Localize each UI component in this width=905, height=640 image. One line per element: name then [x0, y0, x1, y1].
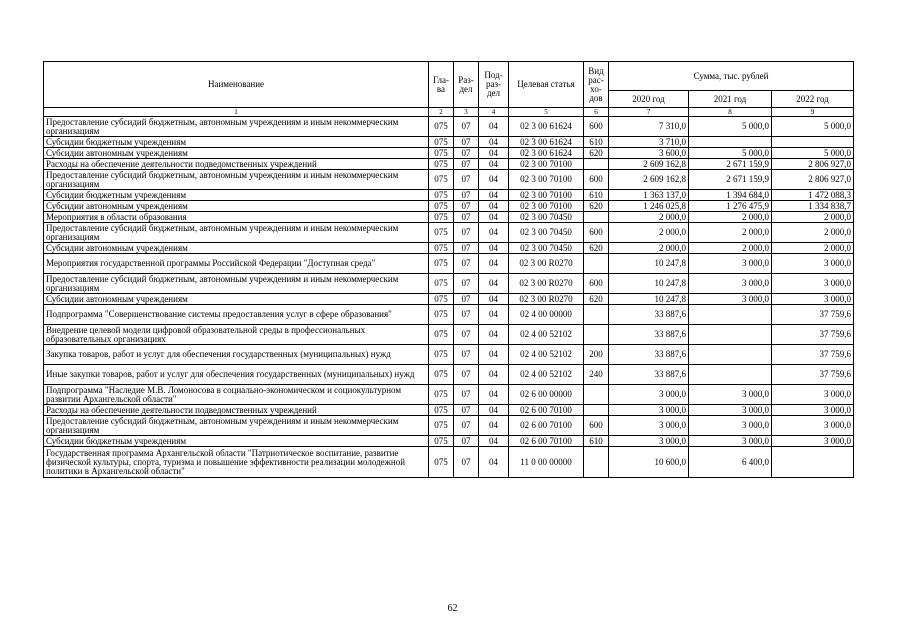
row-razdel: 07: [454, 447, 479, 478]
table-row: [44, 223, 854, 243]
row-sum-2021: 2 000,0: [689, 243, 772, 254]
row-sum-2021: 1 394 684,0: [689, 190, 772, 201]
row-sum-2020: 3 000,0: [609, 405, 689, 416]
row-sum-2021: 3 000,0: [689, 294, 772, 305]
row-podrazdel: 04: [479, 148, 509, 159]
column-number: 9: [772, 108, 854, 117]
row-sum-2022: 3 000,0: [772, 294, 854, 305]
header-name: Наименование: [44, 62, 429, 108]
row-sum-2020: 10 600,0: [609, 447, 689, 478]
row-razdel: 07: [454, 385, 479, 405]
row-podrazdel: 04: [479, 159, 509, 170]
row-razdel: 07: [454, 243, 479, 254]
row-vid-rashodov: 600: [584, 117, 609, 137]
budget-document: [43, 61, 853, 478]
row-sum-2022: 2 806 927,0: [772, 159, 854, 170]
row-podrazdel: 04: [479, 170, 509, 190]
row-glava: 075: [429, 159, 454, 170]
row-glava: 075: [429, 243, 454, 254]
row-celevaya-statya: 02 4 00 00000: [509, 305, 584, 325]
row-glava: 075: [429, 405, 454, 416]
row-vid-rashodov: 240: [584, 365, 609, 385]
table-row: [44, 148, 854, 159]
column-number: 8: [689, 108, 772, 117]
row-glava: 075: [429, 212, 454, 223]
row-sum-2021: [689, 365, 772, 385]
row-podrazdel: 04: [479, 254, 509, 274]
row-name: Подпрограмма "Наследие М.В. Ломоносова в социально-экономическом и социокультурном развитии Архангельской области": [44, 385, 429, 405]
row-celevaya-statya: 02 3 00 70100: [509, 170, 584, 190]
row-razdel: 07: [454, 365, 479, 385]
row-sum-2020: 10 247,8: [609, 274, 689, 294]
row-sum-2022: 3 000,0: [772, 274, 854, 294]
row-glava: 075: [429, 325, 454, 345]
row-sum-2020: 33 887,6: [609, 345, 689, 365]
row-podrazdel: 04: [479, 190, 509, 201]
row-vid-rashodov: 600: [584, 170, 609, 190]
row-razdel: 07: [454, 254, 479, 274]
row-vid-rashodov: [584, 385, 609, 405]
row-celevaya-statya: 02 6 00 70100: [509, 416, 584, 436]
row-name: Предоставление субсидий бюджетным, автономным учреждениям и иным некоммерческим организациям: [44, 170, 429, 190]
row-razdel: 07: [454, 212, 479, 223]
row-sum-2022: 3 000,0: [772, 385, 854, 405]
row-podrazdel: 04: [479, 212, 509, 223]
row-celevaya-statya: 02 3 00 R0270: [509, 254, 584, 274]
row-name: Закупка товаров, работ и услуг для обеспечения государственных (муниципальных) нужд: [44, 345, 429, 365]
row-vid-rashodov: [584, 305, 609, 325]
row-sum-2022: 1 472 088,3: [772, 190, 854, 201]
row-razdel: 07: [454, 294, 479, 305]
row-glava: 075: [429, 201, 454, 212]
row-celevaya-statya: 02 3 00 R0270: [509, 294, 584, 305]
row-sum-2022: 5 000,0: [772, 148, 854, 159]
row-celevaya-statya: 02 6 00 00000: [509, 385, 584, 405]
row-razdel: 07: [454, 137, 479, 148]
row-sum-2021: 5 000,0: [689, 148, 772, 159]
row-sum-2020: 3 000,0: [609, 416, 689, 436]
row-name: Расходы на обеспечение деятельности подведомственных учреждений: [44, 159, 429, 170]
page-number: 62: [447, 603, 458, 614]
row-name: Субсидии бюджетным учреждениям: [44, 137, 429, 148]
row-glava: 075: [429, 190, 454, 201]
table-row: [44, 243, 854, 254]
row-sum-2020: 3 710,0: [609, 137, 689, 148]
table-body: [44, 117, 854, 478]
row-sum-2020: 10 247,8: [609, 294, 689, 305]
row-sum-2020: 2 609 162,8: [609, 170, 689, 190]
row-vid-rashodov: 610: [584, 436, 609, 447]
row-sum-2021: 2 671 159,9: [689, 159, 772, 170]
row-podrazdel: 04: [479, 243, 509, 254]
row-podrazdel: 04: [479, 201, 509, 212]
row-sum-2022: 37 759,6: [772, 325, 854, 345]
row-celevaya-statya: 02 3 00 61624: [509, 117, 584, 137]
row-sum-2021: 5 000,0: [689, 117, 772, 137]
row-podrazdel: 04: [479, 274, 509, 294]
row-razdel: 07: [454, 148, 479, 159]
row-glava: 075: [429, 294, 454, 305]
row-vid-rashodov: [584, 325, 609, 345]
row-razdel: 07: [454, 190, 479, 201]
table-row: [44, 137, 854, 148]
table-row: [44, 201, 854, 212]
row-podrazdel: 04: [479, 294, 509, 305]
row-podrazdel: 04: [479, 325, 509, 345]
row-sum-2021: 3 000,0: [689, 436, 772, 447]
row-celevaya-statya: 02 3 00 70450: [509, 212, 584, 223]
row-sum-2021: 1 276 475,9: [689, 201, 772, 212]
row-sum-2021: 2 000,0: [689, 212, 772, 223]
table-row: [44, 294, 854, 305]
row-name: Предоставление субсидий бюджетным, автономным учреждениям и иным некоммерческим организациям: [44, 117, 429, 137]
row-glava: 075: [429, 254, 454, 274]
row-celevaya-statya: 02 3 00 R0270: [509, 274, 584, 294]
row-sum-2021: [689, 345, 772, 365]
row-celevaya-statya: 02 3 00 70450: [509, 243, 584, 254]
row-podrazdel: 04: [479, 345, 509, 365]
table-row: [44, 405, 854, 416]
header-year-2021: 2021 год: [689, 91, 772, 108]
row-podrazdel: 04: [479, 436, 509, 447]
row-razdel: 07: [454, 201, 479, 212]
row-sum-2020: 1 246 025,8: [609, 201, 689, 212]
table-row: [44, 159, 854, 170]
row-razdel: 07: [454, 325, 479, 345]
row-razdel: 07: [454, 305, 479, 325]
row-razdel: 07: [454, 159, 479, 170]
row-celevaya-statya: 02 6 00 70100: [509, 436, 584, 447]
row-sum-2022: 5 000,0: [772, 117, 854, 137]
table-header: [44, 62, 854, 117]
row-vid-rashodov: [584, 254, 609, 274]
header-summa: Сумма, тыс. рублей: [609, 62, 854, 91]
table-row: [44, 365, 854, 385]
row-glava: 075: [429, 345, 454, 365]
row-glava: 075: [429, 416, 454, 436]
row-celevaya-statya: 02 3 00 70100: [509, 159, 584, 170]
table-row: [44, 212, 854, 223]
row-glava: 075: [429, 137, 454, 148]
row-sum-2021: 3 000,0: [689, 385, 772, 405]
row-name: Субсидии бюджетным учреждениям: [44, 190, 429, 201]
row-razdel: 07: [454, 416, 479, 436]
row-podrazdel: 04: [479, 405, 509, 416]
row-vid-rashodov: 620: [584, 294, 609, 305]
row-sum-2022: 37 759,6: [772, 345, 854, 365]
row-sum-2022: 3 000,0: [772, 436, 854, 447]
row-sum-2021: 2 671 159,9: [689, 170, 772, 190]
row-celevaya-statya: 02 3 00 70450: [509, 223, 584, 243]
row-sum-2020: 33 887,6: [609, 305, 689, 325]
row-sum-2020: 2 000,0: [609, 212, 689, 223]
row-podrazdel: 04: [479, 223, 509, 243]
row-sum-2021: [689, 305, 772, 325]
row-name: Субсидии автономным учреждениям: [44, 148, 429, 159]
column-number: 6: [584, 108, 609, 117]
header-podrazdel: Под-раз-дел: [479, 62, 509, 108]
row-glava: 075: [429, 148, 454, 159]
row-celevaya-statya: 02 3 00 70100: [509, 190, 584, 201]
row-glava: 075: [429, 385, 454, 405]
row-podrazdel: 04: [479, 365, 509, 385]
row-sum-2022: 3 000,0: [772, 416, 854, 436]
row-sum-2020: 2 609 162,8: [609, 159, 689, 170]
row-name: Мероприятия государственной программы Российской Федерации "Доступная среда": [44, 254, 429, 274]
row-sum-2021: 3 000,0: [689, 405, 772, 416]
row-glava: 075: [429, 447, 454, 478]
row-podrazdel: 04: [479, 385, 509, 405]
row-podrazdel: 04: [479, 137, 509, 148]
header-vid-rashodov: Вид рас-хо-дов: [584, 62, 609, 108]
header-year-2022: 2022 год: [772, 91, 854, 108]
row-vid-rashodov: 610: [584, 190, 609, 201]
row-sum-2021: [689, 325, 772, 345]
row-glava: 075: [429, 274, 454, 294]
row-sum-2022: 3 000,0: [772, 405, 854, 416]
table-row: [44, 190, 854, 201]
row-celevaya-statya: 02 6 00 70100: [509, 405, 584, 416]
column-number: 5: [509, 108, 584, 117]
row-celevaya-statya: 02 4 00 52102: [509, 325, 584, 345]
row-name: Расходы на обеспечение деятельности подведомственных учреждений: [44, 405, 429, 416]
budget-table: [43, 61, 854, 478]
row-name: Подпрограмма "Совершенствование системы предоставления услуг в сфере образования": [44, 305, 429, 325]
row-sum-2020: 7 310,0: [609, 117, 689, 137]
table-row: [44, 416, 854, 436]
row-name: Иные закупки товаров, работ и услуг для обеспечения государственных (муниципальных) нужд: [44, 365, 429, 385]
row-name: Внедрение целевой модели цифровой образовательной среды в профессиональных образовательных организациях: [44, 325, 429, 345]
row-sum-2021: 3 000,0: [689, 254, 772, 274]
row-podrazdel: 04: [479, 447, 509, 478]
header-glava: Гла-ва: [429, 62, 454, 108]
row-vid-rashodov: 600: [584, 416, 609, 436]
row-vid-rashodov: 620: [584, 148, 609, 159]
table-row: [44, 345, 854, 365]
row-razdel: 07: [454, 436, 479, 447]
row-sum-2020: 2 000,0: [609, 223, 689, 243]
column-number: 4: [479, 108, 509, 117]
table-row: [44, 305, 854, 325]
row-name: Субсидии бюджетным учреждениям: [44, 436, 429, 447]
row-name: Субсидии автономным учреждениям: [44, 201, 429, 212]
row-vid-rashodov: [584, 447, 609, 478]
table-row: [44, 447, 854, 478]
row-name: Субсидии автономным учреждениям: [44, 294, 429, 305]
table-row: [44, 325, 854, 345]
row-glava: 075: [429, 223, 454, 243]
table-row: [44, 274, 854, 294]
row-name: Предоставление субсидий бюджетным, автономным учреждениям и иным некоммерческим организациям: [44, 274, 429, 294]
row-sum-2020: 3 600,0: [609, 148, 689, 159]
column-number: 7: [609, 108, 689, 117]
row-vid-rashodov: [584, 212, 609, 223]
row-name: Мероприятия в области образования: [44, 212, 429, 223]
row-razdel: 07: [454, 345, 479, 365]
row-razdel: 07: [454, 117, 479, 137]
row-sum-2021: 3 000,0: [689, 274, 772, 294]
row-sum-2022: 37 759,6: [772, 305, 854, 325]
header-year-2020: 2020 год: [609, 91, 689, 108]
row-glava: 075: [429, 170, 454, 190]
row-vid-rashodov: 600: [584, 223, 609, 243]
table-row: [44, 254, 854, 274]
row-name: Предоставление субсидий бюджетным, автономным учреждениям и иным некоммерческим организациям: [44, 223, 429, 243]
row-vid-rashodov: 610: [584, 137, 609, 148]
row-glava: 075: [429, 305, 454, 325]
table-row: [44, 436, 854, 447]
row-vid-rashodov: 200: [584, 345, 609, 365]
row-vid-rashodov: [584, 159, 609, 170]
column-number: 2: [429, 108, 454, 117]
row-celevaya-statya: 02 4 00 52102: [509, 345, 584, 365]
column-number: 3: [454, 108, 479, 117]
row-sum-2020: 33 887,6: [609, 365, 689, 385]
row-sum-2022: 2 806 927,0: [772, 170, 854, 190]
row-celevaya-statya: 02 3 00 61624: [509, 148, 584, 159]
row-sum-2022: 37 759,6: [772, 365, 854, 385]
row-vid-rashodov: [584, 405, 609, 416]
row-sum-2022: 2 000,0: [772, 243, 854, 254]
row-sum-2022: 2 000,0: [772, 212, 854, 223]
row-vid-rashodov: 620: [584, 243, 609, 254]
table-row: [44, 117, 854, 137]
row-glava: 075: [429, 365, 454, 385]
row-podrazdel: 04: [479, 117, 509, 137]
row-sum-2020: 2 000,0: [609, 243, 689, 254]
row-name: Государственная программа Архангельской области "Патриотическое воспитание, развитие физической культуры, спорта, туризма и повышение эффективности реализации молодежной политики в Архангельской области": [44, 447, 429, 478]
row-glava: 075: [429, 117, 454, 137]
row-razdel: 07: [454, 405, 479, 416]
row-razdel: 07: [454, 223, 479, 243]
row-name: Предоставление субсидий бюджетным, автономным учреждениям и иным некоммерческим организациям: [44, 416, 429, 436]
row-sum-2021: 3 000,0: [689, 416, 772, 436]
column-numbers-row: [44, 108, 854, 117]
table-row: [44, 385, 854, 405]
row-sum-2022: 3 000,0: [772, 254, 854, 274]
row-sum-2022: 1 334 838,7: [772, 201, 854, 212]
row-razdel: 07: [454, 170, 479, 190]
table-row: [44, 170, 854, 190]
row-sum-2022: [772, 137, 854, 148]
row-celevaya-statya: 02 3 00 61624: [509, 137, 584, 148]
row-sum-2022: 2 000,0: [772, 223, 854, 243]
row-sum-2020: 3 000,0: [609, 385, 689, 405]
header-celevaya-statya: Целевая статья: [509, 62, 584, 108]
row-podrazdel: 04: [479, 416, 509, 436]
row-sum-2020: 10 247,8: [609, 254, 689, 274]
column-number: 1: [44, 108, 429, 117]
row-name: Субсидии автономным учреждениям: [44, 243, 429, 254]
row-sum-2021: [689, 137, 772, 148]
row-vid-rashodov: 620: [584, 201, 609, 212]
row-sum-2020: 33 887,6: [609, 325, 689, 345]
header-razdel: Раз-дел: [454, 62, 479, 108]
row-sum-2020: 3 000,0: [609, 436, 689, 447]
row-sum-2020: 1 363 137,0: [609, 190, 689, 201]
row-sum-2022: [772, 447, 854, 478]
row-celevaya-statya: 02 4 00 52102: [509, 365, 584, 385]
row-razdel: 07: [454, 274, 479, 294]
row-sum-2021: 6 400,0: [689, 447, 772, 478]
row-vid-rashodov: 600: [584, 274, 609, 294]
row-glava: 075: [429, 436, 454, 447]
row-celevaya-statya: 02 3 00 70100: [509, 201, 584, 212]
row-sum-2021: 2 000,0: [689, 223, 772, 243]
row-podrazdel: 04: [479, 305, 509, 325]
row-celevaya-statya: 11 0 00 00000: [509, 447, 584, 478]
